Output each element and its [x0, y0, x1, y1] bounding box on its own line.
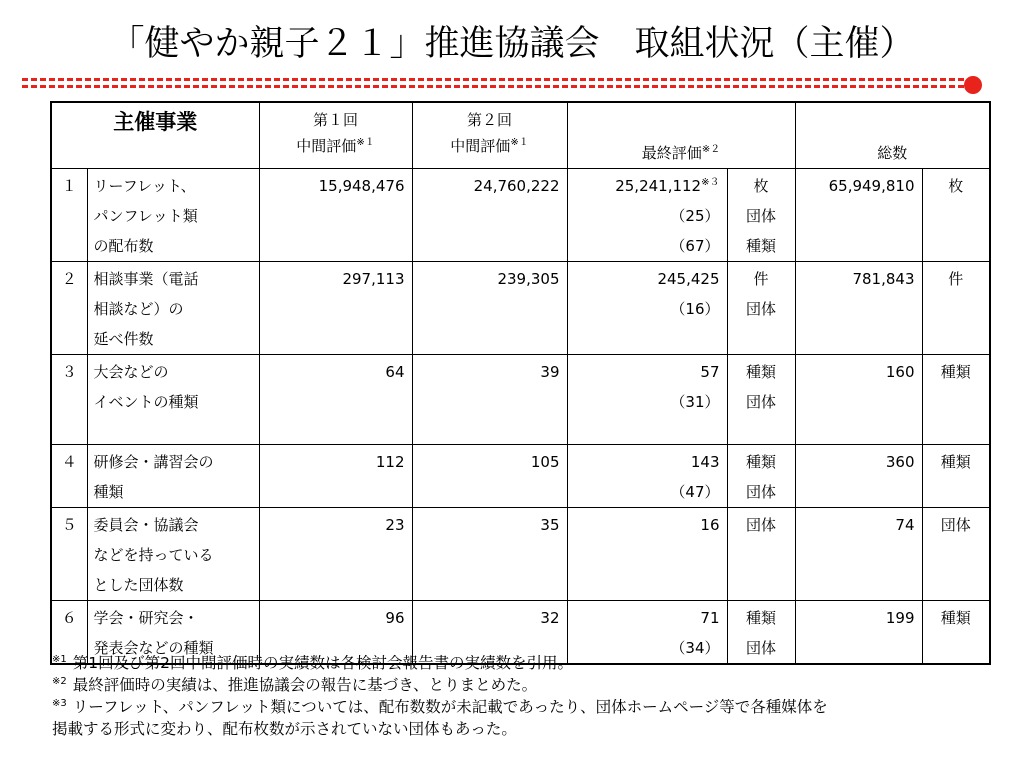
table-row: [51, 507, 990, 600]
row-number: ４: [51, 444, 87, 507]
final-evaluation-number: （25）: [670, 206, 720, 225]
row-name: [87, 168, 259, 261]
header-main: 主催事業: [51, 102, 259, 168]
footnote-mark: ※2: [52, 676, 67, 687]
divider-dash-top: [22, 78, 964, 81]
final-unit-line: 種類: [745, 608, 776, 627]
first-interim-number: 112: [375, 452, 405, 471]
header-final-evaluation: 最終評価$^{※2}$: [567, 102, 795, 168]
final-evaluation-unit: [727, 354, 795, 444]
first-interim-value: [259, 168, 412, 261]
final-evaluation-value: [567, 507, 727, 600]
row-name-line: 種類: [93, 482, 124, 501]
activity-table: [50, 101, 991, 665]
total-unit-line: 件: [948, 269, 964, 288]
final-evaluation-number: 57: [700, 362, 720, 381]
row-name-line: 発表会などの種類: [93, 638, 214, 657]
final-evaluation-number: 16: [700, 515, 720, 534]
table-header-row: [51, 102, 990, 168]
row-name-line: リーフレット、: [93, 176, 196, 195]
final-evaluation-number: （67）: [670, 236, 720, 255]
total-unit: [922, 354, 990, 444]
row-name-line: とした団体数: [93, 575, 184, 594]
total-number: 65,949,810: [828, 176, 915, 195]
total-number: 160: [885, 362, 915, 381]
footnote-mark: ※3: [52, 698, 67, 709]
row-number: １: [51, 168, 87, 261]
final-evaluation-value: [567, 444, 727, 507]
second-interim-value: [412, 354, 567, 444]
footnote-mark: ※３: [701, 176, 720, 188]
footnote-mark: ※1: [52, 654, 67, 665]
total-value: [795, 261, 922, 354]
final-evaluation-number: 143: [690, 452, 720, 471]
row-name-line: 委員会・協議会: [93, 515, 199, 534]
second-interim-value: [412, 168, 567, 261]
final-evaluation-value: [567, 261, 727, 354]
footnote: [52, 696, 1012, 718]
row-name-line: 相談事業（電話: [93, 269, 199, 288]
row-name-line: などを持っている: [93, 545, 214, 564]
final-evaluation-unit: [727, 444, 795, 507]
footnote-text: 第1回及び第2回中間評価時の実績数は各検討会報告書の実績数を引用。: [72, 654, 573, 672]
divider-dot-icon: [964, 76, 982, 94]
final-evaluation-unit: [727, 168, 795, 261]
second-interim-number: 39: [540, 362, 560, 381]
total-number: 199: [885, 608, 915, 627]
total-unit-line: 種類: [940, 452, 971, 471]
row-name-line: 延べ件数: [93, 329, 154, 348]
first-interim-number: 15,948,476: [318, 176, 405, 195]
first-interim-value: [259, 354, 412, 444]
second-interim-number: 239,305: [497, 269, 560, 288]
row-name: [87, 444, 259, 507]
first-interim-value: [259, 507, 412, 600]
second-interim-number: 105: [530, 452, 560, 471]
first-interim-number: 96: [385, 608, 405, 627]
total-unit: [922, 261, 990, 354]
final-evaluation-number: （31）: [670, 392, 720, 411]
second-interim-number: 35: [540, 515, 560, 534]
final-evaluation-number-with-note: [568, 171, 720, 201]
header-second-interim: 第２回 中間評価$^{※1}$: [412, 102, 567, 168]
row-number: ５: [51, 507, 87, 600]
total-unit: [922, 168, 990, 261]
footnote-text: リーフレット、パンフレット類については、配布数数が未記載であったり、団体ホームページ等で各種媒体を: [72, 698, 828, 716]
final-unit-line: 団体: [745, 638, 776, 657]
final-evaluation-number: （16）: [670, 299, 720, 318]
final-evaluation-number: 245,425: [657, 269, 720, 288]
total-unit-line: 枚: [948, 176, 964, 195]
table-row: [51, 444, 990, 507]
row-number: ２: [51, 261, 87, 354]
final-unit-line: 団体: [745, 515, 776, 534]
first-interim-number: 23: [385, 515, 405, 534]
final-evaluation-value: [567, 168, 727, 261]
second-interim-number: 24,760,222: [473, 176, 560, 195]
table-body: [51, 168, 990, 664]
row-name-line: パンフレット類: [93, 206, 198, 225]
first-interim-value: [259, 444, 412, 507]
final-evaluation-unit: [727, 507, 795, 600]
row-name-line: 相談など）の: [93, 299, 184, 318]
page-title: 「健やか親子２１」推進協議会 取組状況（主催）: [109, 24, 915, 64]
final-evaluation-unit: [727, 261, 795, 354]
header-first-interim: 第１回 中間評価$^{※1}$: [259, 102, 412, 168]
first-interim-number: 64: [385, 362, 405, 381]
final-unit-line: 団体: [745, 482, 776, 501]
total-number: 360: [885, 452, 915, 471]
second-interim-number: 32: [540, 608, 560, 627]
row-name-line: 学会・研究会・: [93, 608, 199, 627]
second-interim-value: [412, 444, 567, 507]
total-number: 74: [895, 515, 915, 534]
total-unit-line: 種類: [940, 608, 971, 627]
row-name-line: の配布数: [93, 236, 154, 255]
total-unit-line: 団体: [940, 515, 971, 534]
first-interim-number: 297,113: [342, 269, 405, 288]
total-value: [795, 444, 922, 507]
final-evaluation-number: （47）: [670, 482, 720, 501]
row-number: ３: [51, 354, 87, 444]
row-number: ６: [51, 600, 87, 664]
final-evaluation-number: （34）: [670, 638, 720, 657]
table-row: [51, 354, 990, 444]
footnote: [52, 718, 1012, 740]
final-unit-line: 団体: [745, 392, 776, 411]
final-unit-line: 枚: [753, 176, 769, 195]
second-interim-value: [412, 261, 567, 354]
final-evaluation-number: 71: [700, 608, 720, 627]
final-evaluation-value: [567, 354, 727, 444]
table-row: [51, 261, 990, 354]
row-name-line: イベントの種類: [93, 392, 199, 411]
first-interim-value: [259, 261, 412, 354]
final-evaluation-number: 25,241,112: [615, 176, 702, 195]
title-divider: [22, 76, 982, 90]
footnote: [52, 652, 1012, 674]
total-value: [795, 507, 922, 600]
table-row: [51, 168, 990, 261]
total-value: [795, 354, 922, 444]
total-number: 781,843: [852, 269, 915, 288]
footnotes: [52, 652, 1012, 740]
divider-dash-bottom: [22, 85, 964, 88]
row-name: [87, 261, 259, 354]
row-name: [87, 354, 259, 444]
final-unit-line: 件: [753, 269, 769, 288]
row-name-line: 大会などの: [93, 362, 169, 381]
total-unit: [922, 444, 990, 507]
row-name-line: 研修会・講習会の: [93, 452, 214, 471]
footnote-text: 掲載する形式に変わり、配布枚数が示されていない団体もあった。: [52, 720, 517, 738]
total-value: [795, 168, 922, 261]
final-unit-line: 種類: [745, 362, 776, 381]
total-unit-line: 種類: [940, 362, 971, 381]
footnote-text: 最終評価時の実績は、推進協議会の報告に基づき、とりまとめた。: [72, 676, 538, 694]
header-total: 総数: [795, 102, 990, 168]
total-unit: [922, 507, 990, 600]
final-unit-line: 団体: [745, 299, 776, 318]
final-unit-line: 種類: [745, 452, 776, 471]
row-name: [87, 507, 259, 600]
footnote: [52, 674, 1012, 696]
second-interim-value: [412, 507, 567, 600]
final-unit-line: 種類: [745, 236, 776, 255]
final-unit-line: 団体: [745, 206, 776, 225]
